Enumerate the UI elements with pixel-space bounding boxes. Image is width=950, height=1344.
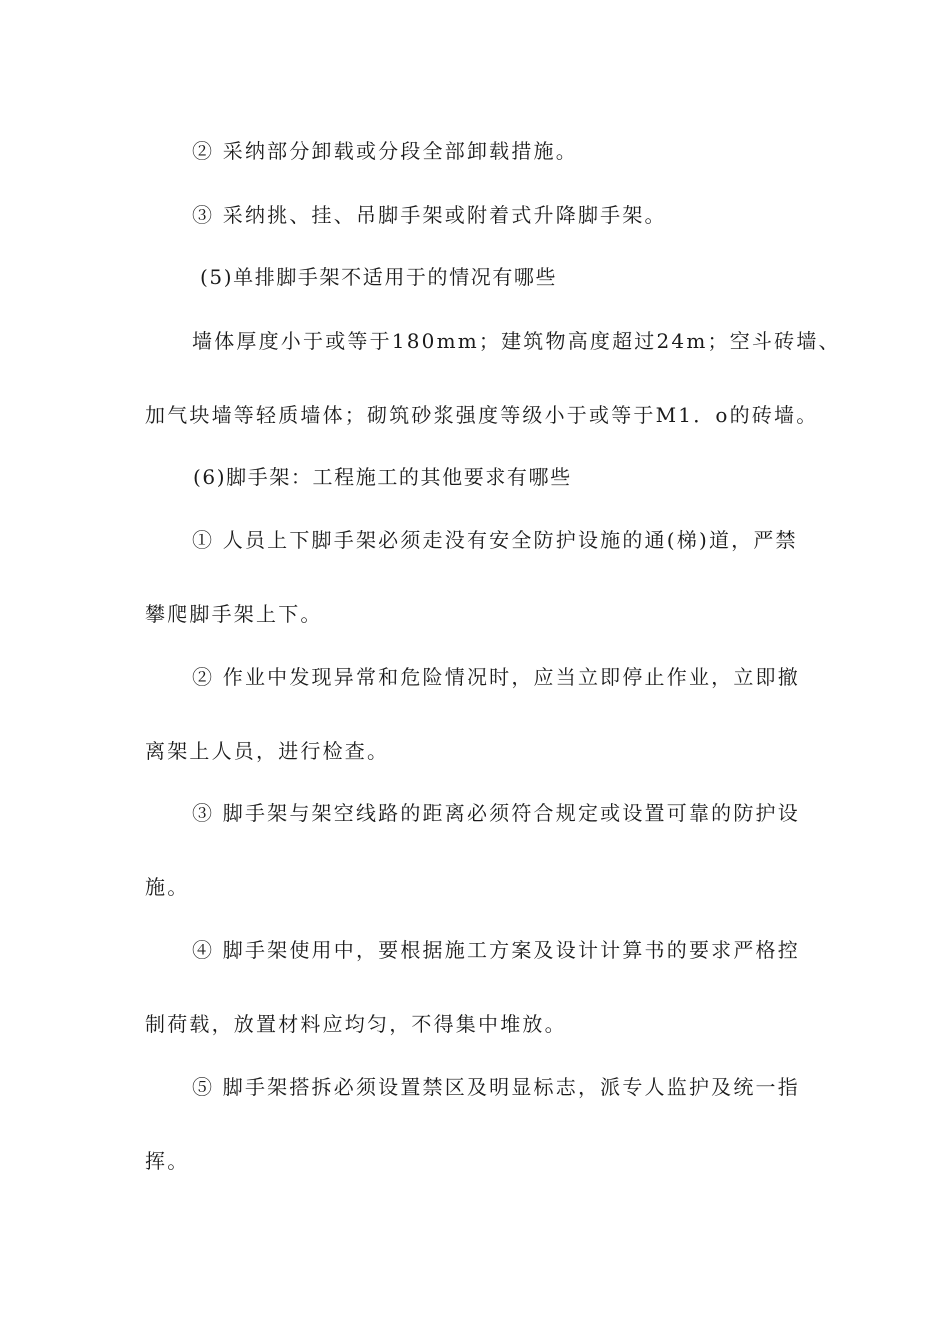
section-heading: (6)脚手架：工程施工的其他要求有哪些 xyxy=(193,465,572,489)
paragraph-line: ④ 脚手架使用中，要根据施工方案及设计计算书的要求严格控 xyxy=(192,938,800,962)
paragraph-line: 制荷载，放置材料应均匀，不得集中堆放。 xyxy=(145,1012,567,1036)
paragraph-line: ① 人员上下脚手架必须走没有安全防护设施的通(梯)道，严禁 xyxy=(192,528,798,552)
paragraph-line: ⑤ 脚手架搭拆必须设置禁区及明显标志，派专人监护及统一指 xyxy=(192,1075,800,1099)
section-heading: (5)单排脚手架不适用于的情况有哪些 xyxy=(200,265,558,289)
paragraph-line: ② 作业中发现异常和危险情况时，应当立即停止作业，立即撤 xyxy=(192,665,800,689)
paragraph-line: ② 采纳部分卸载或分段全部卸载措施。 xyxy=(192,139,578,163)
paragraph-line: 挥。 xyxy=(145,1149,190,1173)
paragraph-line: ③ 采纳挑、挂、吊脚手架或附着式升降脚手架。 xyxy=(192,203,667,227)
paragraph-line: 离架上人员，进行检查。 xyxy=(145,739,390,763)
paragraph-line: 攀爬脚手架上下。 xyxy=(145,602,323,626)
paragraph-line: 加气块墙等轻质墙体；砌筑砂浆强度等级小于或等于M1．o的砖墙。 xyxy=(145,403,819,427)
paragraph-line: 墙体厚度小于或等于180mm；建筑物高度超过24m；空斗砖墙、 xyxy=(192,329,841,353)
paragraph-line: 施。 xyxy=(145,875,190,899)
paragraph-line: ③ 脚手架与架空线路的距离必须符合规定或设置可靠的防护设 xyxy=(192,801,800,825)
